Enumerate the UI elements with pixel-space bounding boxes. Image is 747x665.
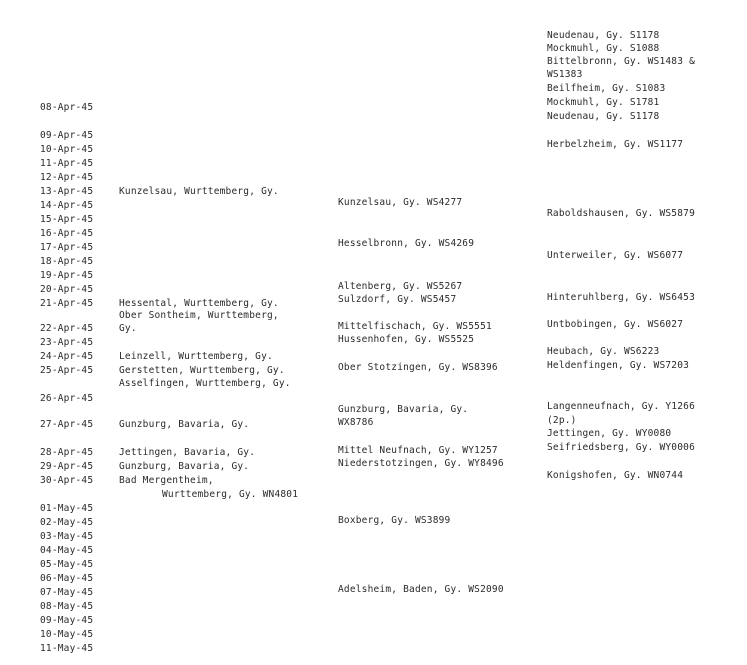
location-entry: Adelsheim, Baden, Gy. WS2090 bbox=[338, 584, 504, 595]
location-entry: Herbelzheim, Gy. WS1177 bbox=[547, 139, 684, 150]
date-entry: 12-Apr-45 bbox=[40, 172, 94, 183]
location-entry: Mittel Neufnach, Gy. WY1257 bbox=[338, 445, 498, 456]
date-entry: 08-Apr-45 bbox=[40, 102, 94, 113]
location-entry: (2p.) bbox=[547, 415, 577, 426]
location-entry: Neudenau, Gy. S1178 bbox=[547, 30, 660, 41]
date-entry: 23-Apr-45 bbox=[40, 337, 94, 348]
date-entry: 24-Apr-45 bbox=[40, 351, 94, 362]
date-entry: 26-Apr-45 bbox=[40, 393, 94, 404]
location-entry: Beilfheim, Gy. S1083 bbox=[547, 83, 666, 94]
location-entry: Heldenfingen, Gy. WS7203 bbox=[547, 360, 690, 371]
location-entry: Gerstetten, Wurttemberg, Gy. bbox=[119, 365, 285, 376]
date-entry: 11-May-45 bbox=[40, 643, 94, 654]
date-entry: 09-May-45 bbox=[40, 615, 94, 626]
location-entry: Kunzelsau, Wurttemberg, Gy. bbox=[119, 186, 279, 197]
location-entry: Boxberg, Gy. WS3899 bbox=[338, 515, 451, 526]
date-entry: 10-Apr-45 bbox=[40, 144, 94, 155]
date-entry: 09-Apr-45 bbox=[40, 130, 94, 141]
date-entry: 20-Apr-45 bbox=[40, 284, 94, 295]
date-entry: 16-Apr-45 bbox=[40, 228, 94, 239]
date-entry: 01-May-45 bbox=[40, 503, 94, 514]
location-entry: Unterweiler, Gy. WS6077 bbox=[547, 250, 684, 261]
location-entry: Mockmuhl, Gy. S1781 bbox=[547, 97, 660, 108]
location-entry: Bittelbronn, Gy. WS1483 & bbox=[547, 56, 695, 67]
location-entry: Hinteruhlberg, Gy. WS6453 bbox=[547, 292, 695, 303]
date-entry: 10-May-45 bbox=[40, 629, 94, 640]
date-entry: 11-Apr-45 bbox=[40, 158, 94, 169]
location-entry: Neudenau, Gy. S1178 bbox=[547, 111, 660, 122]
location-entry: Heubach, Gy. WS6223 bbox=[547, 346, 660, 357]
date-entry: 03-May-45 bbox=[40, 531, 94, 542]
location-entry: Jettingen, Bavaria, Gy. bbox=[119, 447, 256, 458]
date-entry: 15-Apr-45 bbox=[40, 214, 94, 225]
location-entry: Ober Sontheim, Wurttemberg, bbox=[119, 310, 279, 321]
location-entry: Ober Stotzingen, Gy. WS8396 bbox=[338, 362, 498, 373]
location-entry: Hessental, Wurttemberg, Gy. bbox=[119, 298, 279, 309]
location-entry: Raboldshausen, Gy. WS5879 bbox=[547, 208, 695, 219]
location-entry: Mockmuhl, Gy. S1088 bbox=[547, 43, 660, 54]
location-entry: Kunzelsau, Gy. WS4277 bbox=[338, 197, 463, 208]
date-entry: 21-Apr-45 bbox=[40, 298, 94, 309]
date-entry: 29-Apr-45 bbox=[40, 461, 94, 472]
location-entry: Niederstotzingen, Gy. WY8496 bbox=[338, 458, 504, 469]
location-entry: Langenneufnach, Gy. Y1266 bbox=[547, 401, 695, 412]
location-entry: Sulzdorf, Gy. WS5457 bbox=[338, 294, 457, 305]
date-entry: 19-Apr-45 bbox=[40, 270, 94, 281]
location-entry: Seifriedsberg, Gy. WY0006 bbox=[547, 442, 695, 453]
date-entry: 02-May-45 bbox=[40, 517, 94, 528]
date-entry: 14-Apr-45 bbox=[40, 200, 94, 211]
date-entry: 05-May-45 bbox=[40, 559, 94, 570]
location-entry: Gunzburg, Bavaria, Gy. bbox=[338, 404, 469, 415]
location-entry: Leinzell, Wurttemberg, Gy. bbox=[119, 351, 273, 362]
date-entry: 07-May-45 bbox=[40, 587, 94, 598]
date-entry: 30-Apr-45 bbox=[40, 475, 94, 486]
location-entry: WS1383 bbox=[547, 69, 583, 80]
location-entry: Hussenhofen, Gy. WS5525 bbox=[338, 334, 475, 345]
date-entry: 27-Apr-45 bbox=[40, 419, 94, 430]
date-entry: 25-Apr-45 bbox=[40, 365, 94, 376]
location-entry: Jettingen, Gy. WY0080 bbox=[547, 428, 672, 439]
date-entry: 17-Apr-45 bbox=[40, 242, 94, 253]
location-entry: Bad Mergentheim, bbox=[119, 475, 214, 486]
location-entry: Konigshofen, Gy. WN0744 bbox=[547, 470, 684, 481]
location-entry: Mittelfischach, Gy. WS5551 bbox=[338, 321, 492, 332]
date-entry: 06-May-45 bbox=[40, 573, 94, 584]
date-entry: 13-Apr-45 bbox=[40, 186, 94, 197]
location-entry: WX8786 bbox=[338, 417, 374, 428]
location-entry: Gunzburg, Bavaria, Gy. bbox=[119, 419, 250, 430]
date-entry: 22-Apr-45 bbox=[40, 323, 94, 334]
location-entry: Hesselbronn, Gy. WS4269 bbox=[338, 238, 475, 249]
location-entry: Wurttemberg, Gy. WN4801 bbox=[162, 489, 299, 500]
location-entry: Altenberg, Gy. WS5267 bbox=[338, 281, 463, 292]
location-entry: Gy. bbox=[119, 323, 137, 334]
location-entry: Asselfingen, Wurttemberg, Gy. bbox=[119, 378, 291, 389]
date-entry: 18-Apr-45 bbox=[40, 256, 94, 267]
location-entry: Gunzburg, Bavaria, Gy. bbox=[119, 461, 250, 472]
date-entry: 08-May-45 bbox=[40, 601, 94, 612]
date-entry: 28-Apr-45 bbox=[40, 447, 94, 458]
location-entry: Untbobingen, Gy. WS6027 bbox=[547, 319, 684, 330]
date-entry: 04-May-45 bbox=[40, 545, 94, 556]
